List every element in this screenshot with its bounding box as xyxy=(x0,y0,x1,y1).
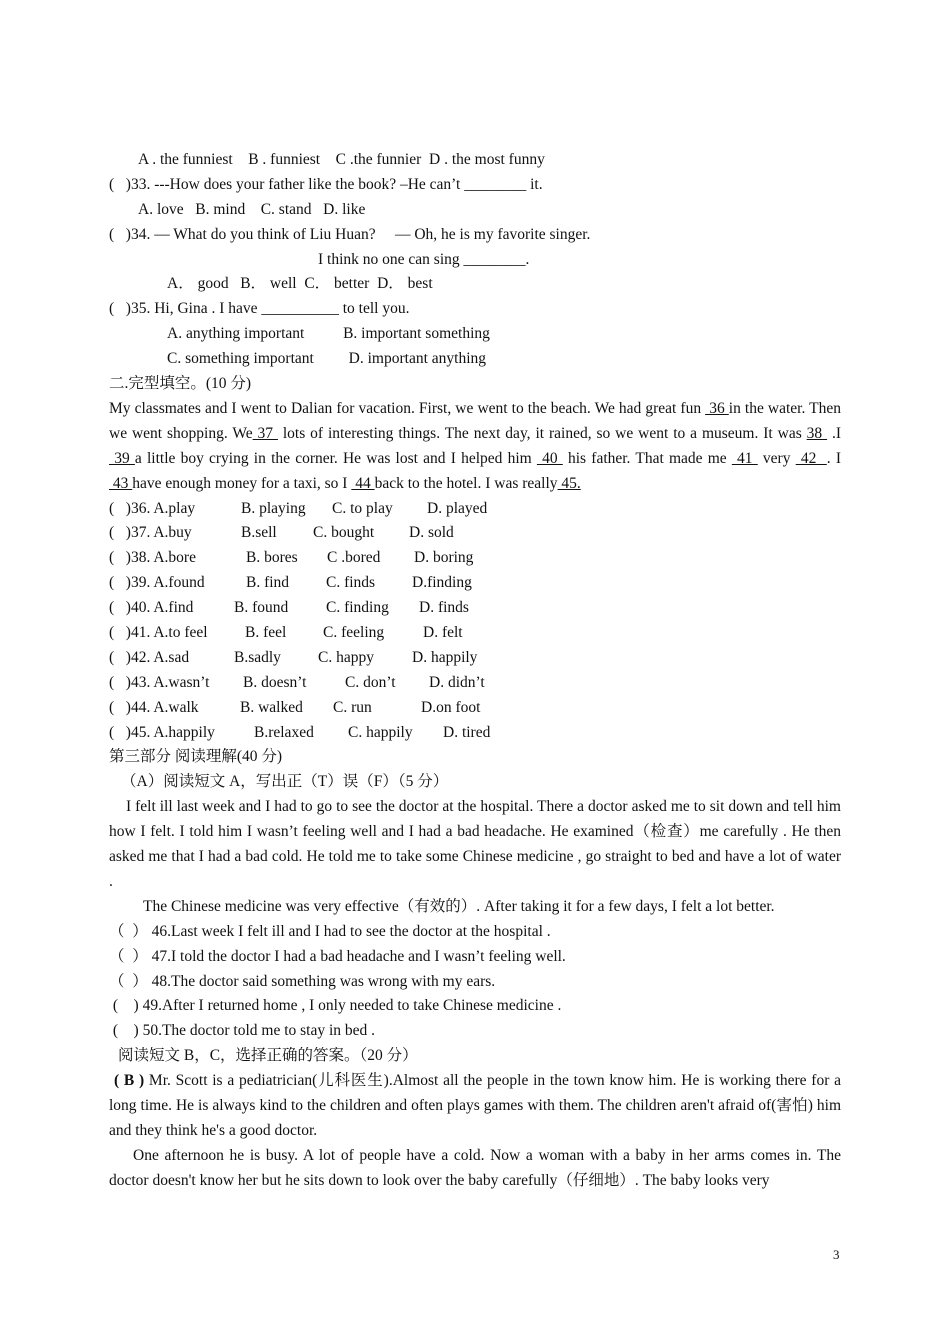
cloze-question xyxy=(109,571,841,596)
option-a: ( )38. A.bore xyxy=(109,549,196,567)
tf-question: ( ) 49.After I returned home , I only needed to take Chinese medicine . xyxy=(109,997,562,1015)
partA-paragraph-1: I felt ill last week and I had to go to see the doctor at the hospital. There a doctor asked me to sit down and tell him how I felt. I told him I wasn’t feeling well and I had a bad headache. He examined（检查）me carefully . He then asked me that I had a bad cold. He told me to take some Chinese medicine , go straight to bed and have a lot of water . xyxy=(109,798,841,890)
option-d: D. happily xyxy=(412,648,478,666)
partB-text: Mr. Scott is a pediatrician(儿科医生).Almost all the people in the town know him. He is working there for a long time. He is always kind to the children and often plays games with them. The children aren't afraid of(害怕) him and they think he's a good doctor. xyxy=(109,1072,841,1139)
option-b: B.relaxed xyxy=(254,723,314,741)
option-a: ( )44. A.walk xyxy=(109,698,199,716)
blank-41: 41 xyxy=(731,449,758,467)
option-a: ( )41. A.to feel xyxy=(109,623,208,641)
blank-37: 37 xyxy=(252,424,278,442)
cloze-question xyxy=(109,596,841,621)
cloze-question xyxy=(109,721,841,746)
q34-options: A． good B． well C． better D． best xyxy=(167,275,433,293)
cloze-question xyxy=(109,521,841,546)
blank-39: 39 xyxy=(109,449,135,467)
tf-question: （ ） 48.The doctor said something was wrong with my ears. xyxy=(109,972,496,990)
q35-options-a: A. anything important B. important something xyxy=(167,325,490,343)
blank-42: 42 xyxy=(795,449,827,467)
option-c: C .bored xyxy=(327,549,381,567)
option-a: ( )43. A.wasn’t xyxy=(109,673,210,691)
q34-stem-cont: I think no one can sing ________. xyxy=(318,250,530,268)
blank-43: 43 xyxy=(109,474,133,492)
cloze-text: a little boy crying in the corner. He was lost and I helped him xyxy=(134,449,537,467)
option-a: ( )37. A.buy xyxy=(109,524,192,542)
option-d: D.finding xyxy=(412,574,472,592)
option-d: D. tired xyxy=(443,723,491,741)
page-number: 3 xyxy=(833,1247,840,1262)
cloze-text: My classmates and I went to Dalian for vacation. First, we went to the beach. We had great fun xyxy=(109,399,706,417)
option-d: D. sold xyxy=(409,524,454,542)
option-a: ( )40. A.find xyxy=(109,599,194,617)
cloze-text: back to the hotel. I was really xyxy=(374,474,558,492)
cloze-text: have enough money for a taxi, so I xyxy=(132,474,352,492)
blank-40: 40 xyxy=(536,449,563,467)
option-c: C. finds xyxy=(326,574,376,592)
partB-paragraph-1 xyxy=(109,1069,841,1144)
cloze-text: . I xyxy=(826,449,841,467)
option-c: C. happily xyxy=(348,723,413,741)
option-d: D.on foot xyxy=(421,698,481,716)
blank-38: 38 xyxy=(806,424,828,442)
q35-options-b: C. something important D. important anything xyxy=(167,350,487,368)
q32-options: A . the funniest B . funniest C .the funnier D . the most funny xyxy=(138,151,545,168)
tf-question: ( ) 50.The doctor told me to stay in bed . xyxy=(109,1022,376,1040)
cloze-text: very xyxy=(757,449,796,467)
blank-36: 36 xyxy=(705,399,729,417)
blank-45: 45. xyxy=(557,474,581,492)
cloze-questions xyxy=(109,497,841,746)
option-b: B. walked xyxy=(240,698,303,716)
q35-stem: ( )35. Hi, Gina . I have __________ to tell you. xyxy=(109,300,410,318)
option-c: C. run xyxy=(333,698,372,716)
section2-title: 二.完型填空。(10 分) xyxy=(109,375,252,393)
cloze-question xyxy=(109,546,841,571)
option-d: D. felt xyxy=(423,623,463,641)
option-a: ( )45. A.happily xyxy=(109,723,215,741)
section3-title: 第三部分 阅读理解(40 分) xyxy=(109,748,283,766)
option-a: ( )39. A.found xyxy=(109,574,205,592)
cloze-text: lots of interesting things. The next day, it rained, so we went to a museum. It was xyxy=(277,424,807,442)
option-b: B. feel xyxy=(245,623,287,641)
option-d: D. boring xyxy=(414,549,474,567)
tf-question: （ ） 46.Last week I felt ill and I had to see the doctor at the hospital . xyxy=(109,922,551,940)
cloze-question xyxy=(109,497,841,522)
option-b: B. found xyxy=(234,599,289,617)
partB-paragraph-2: One afternoon he is busy. A lot of people have a cold. Now a woman with a baby in her arms comes in. The doctor doesn't know her but he sits down to look over the baby carefully（仔细地）. The baby looks very xyxy=(109,1146,841,1189)
option-b: B. find xyxy=(246,574,290,592)
cloze-question xyxy=(109,621,841,646)
exam-page xyxy=(109,148,841,1194)
option-c: C. don’t xyxy=(345,673,396,691)
option-b: B.sadly xyxy=(234,648,281,666)
option-b: B. bores xyxy=(246,549,298,567)
cloze-text: .I xyxy=(827,424,842,442)
partA-paragraph-2: The Chinese medicine was very effective（有效的）. After taking it for a few days, I felt a lot better. xyxy=(143,897,775,915)
option-c: C. to play xyxy=(332,499,393,517)
partBC-title: 阅读短文 B，C，选择正确的答案。（20 分） xyxy=(118,1047,418,1065)
option-a: ( )42. A.sad xyxy=(109,648,190,666)
q33-stem: ( )33. ---How does your father like the book? –He can’t ________ it. xyxy=(109,175,543,193)
tf-question: （ ） 47.I told the doctor I had a bad headache and I wasn’t feeling well. xyxy=(109,947,566,965)
option-c: C. bought xyxy=(313,524,375,542)
cloze-question xyxy=(109,671,841,696)
blank-44: 44 xyxy=(351,474,375,492)
partA-title: （A）阅读短文 A，写出正（T）误（F）（5 分） xyxy=(121,773,449,791)
option-a: ( )36. A.play xyxy=(109,499,196,517)
q33-options: A. love B. mind C. stand D. like xyxy=(138,200,366,218)
option-b: B. doesn’t xyxy=(243,673,307,691)
q34-stem: ( )34. — What do you think of Liu Huan? — Oh, he is my favorite singer. xyxy=(109,225,591,243)
cloze-passage xyxy=(109,397,841,497)
option-c: C. feeling xyxy=(323,623,385,641)
option-b: B. playing xyxy=(241,499,306,517)
cloze-text: his father. That made me xyxy=(562,449,732,467)
partB-label: ( B ) xyxy=(114,1072,145,1090)
option-c: C. happy xyxy=(318,648,374,666)
cloze-question xyxy=(109,646,841,671)
option-c: C. finding xyxy=(326,599,389,617)
option-d: D. didn’t xyxy=(429,673,485,691)
option-d: D. played xyxy=(427,499,488,517)
cloze-text: in the water. Then we went shopping. We xyxy=(109,399,841,442)
option-d: D. finds xyxy=(419,599,469,617)
cloze-question xyxy=(109,696,841,721)
option-b: B.sell xyxy=(241,524,277,542)
